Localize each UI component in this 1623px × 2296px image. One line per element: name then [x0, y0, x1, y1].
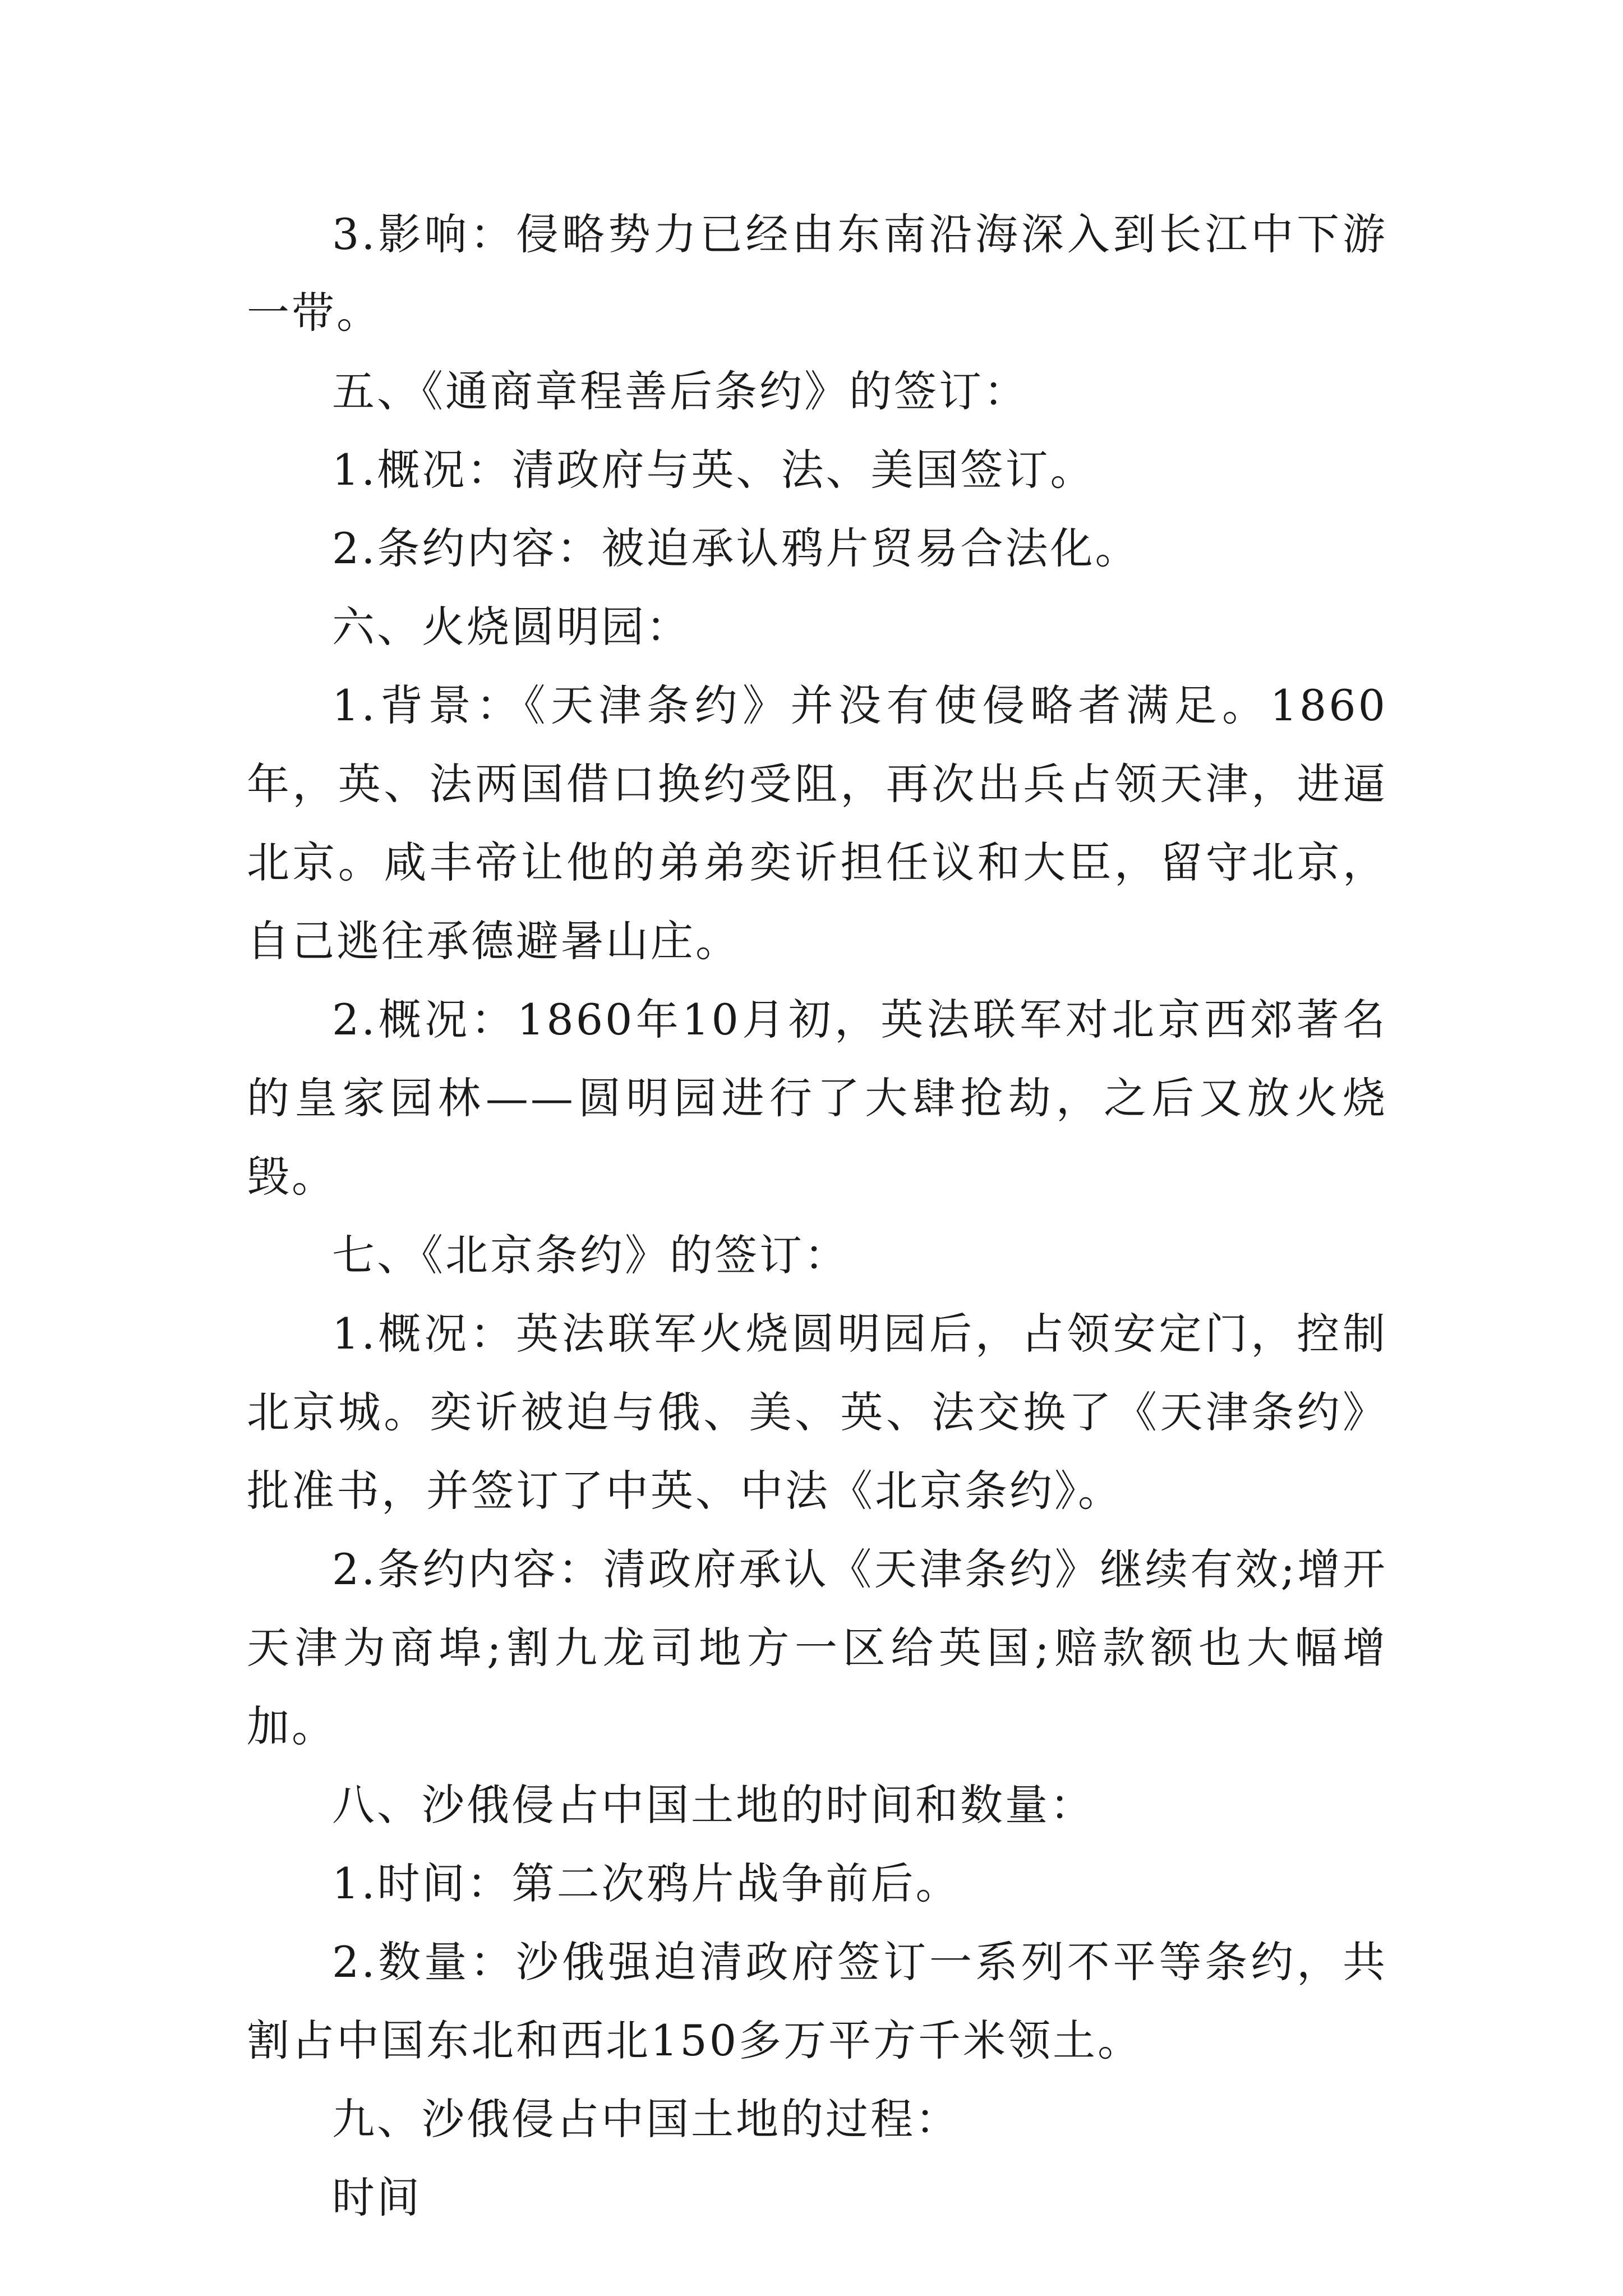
paragraph-background-6: 1.背景：《天津条约》并没有使侵略者满足。1860年，英、法两国借口换约受阻，再次出兵占领天津，进逼北京。咸丰帝让他的弟弟奕䜣担任议和大臣，留守北京，自己逃往承德避暑山庄。: [247, 680, 1387, 966]
paragraph-overview-7: 1.概况：英法联军火烧圆明园后，占领安定门，控制北京城。奕䜣被迫与俄、美、英、法交换了《天津条约》批准书，并签订了中英、中法《北京条约》。: [247, 1309, 1387, 1516]
document-body: [247, 195, 1387, 2237]
paragraph-overview-5: 1.概况：清政府与英、法、美国签订。: [332, 445, 1095, 495]
paragraph-impact: 3.影响：侵略势力已经由东南沿海深入到长江中下游一带。: [247, 209, 1387, 338]
paragraph-content-7: 2.条约内容：清政府承认《天津条约》继续有效;增开天津为商埠;割九龙司地方一区给英国;赔款额也大幅增加。: [247, 1544, 1387, 1751]
heading-section-7: 七、《北京条约》的签订：: [332, 1230, 849, 1280]
table-header-time: 时间: [332, 2173, 422, 2223]
heading-section-6: 六、火烧圆明园：: [332, 602, 691, 652]
paragraph-quantity-8: 2.数量：沙俄强迫清政府签订一系列不平等条约，共割占中国东北和西北150多万平方千米领土。: [247, 1937, 1387, 2065]
paragraph-content-5: 2.条约内容：被迫承认鸦片贸易合法化。: [332, 523, 1140, 573]
heading-section-9: 九、沙俄侵占中国土地的过程：: [332, 2094, 960, 2144]
paragraph-time-8: 1.时间：第二次鸦片战争前后。: [332, 1858, 961, 1908]
heading-section-5: 五、《通商章程善后条约》的签订：: [332, 366, 1029, 416]
paragraph-overview-6: 2.概况：1860年10月初，英法联军对北京西郊著名的皇家园林——圆明园进行了大肆抢劫，之后又放火烧毁。: [247, 995, 1387, 1202]
heading-section-8: 八、沙俄侵占中国土地的时间和数量：: [332, 1780, 1095, 1830]
